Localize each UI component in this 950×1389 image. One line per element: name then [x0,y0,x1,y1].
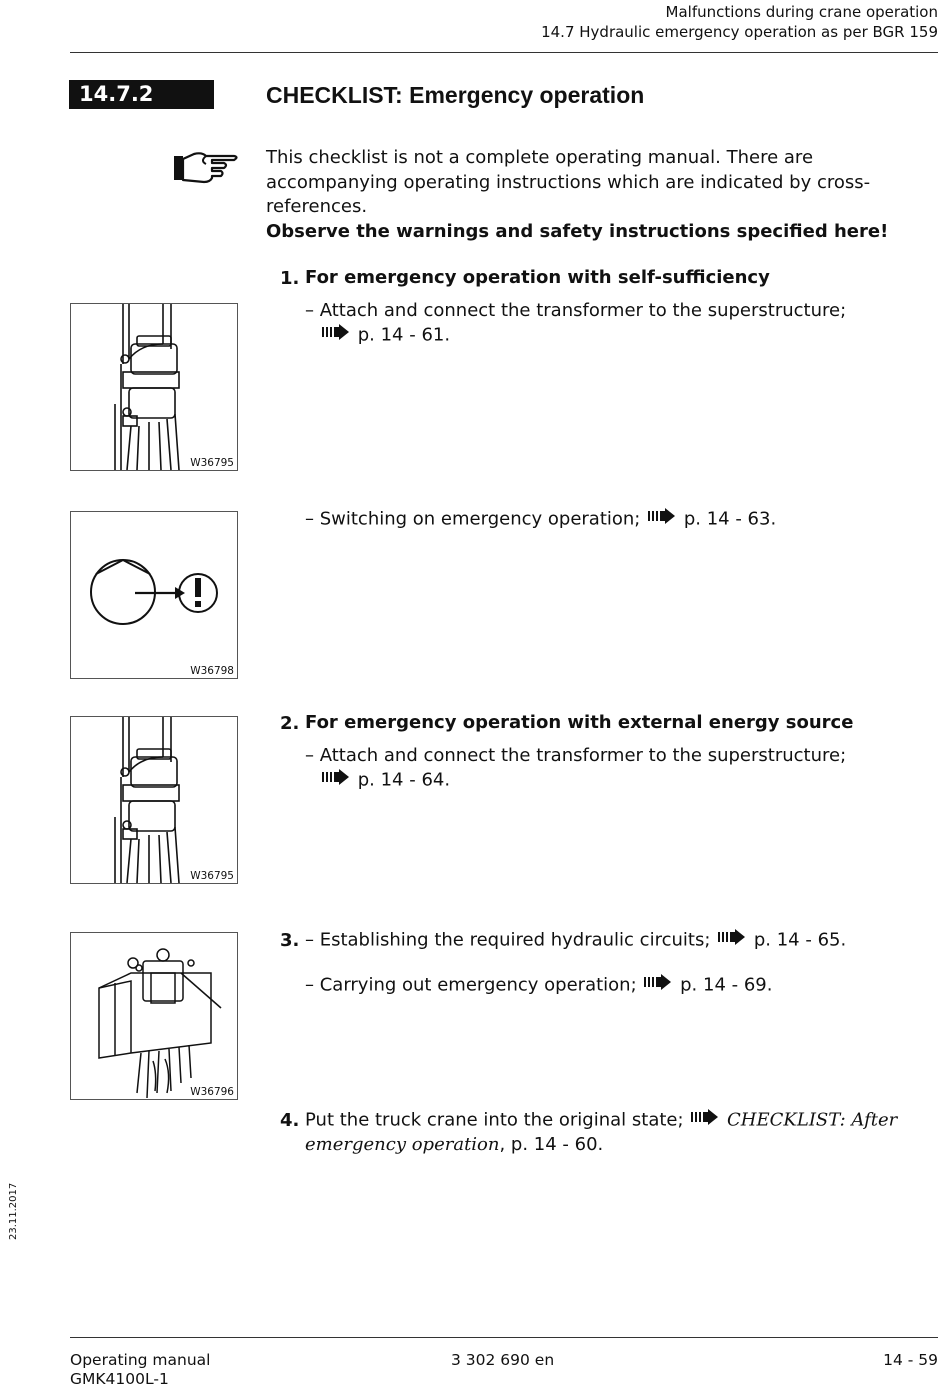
step-4-text: Put the truck crane into the original state; [305,1109,684,1131]
figure-transformer-1 [70,303,238,471]
step-2a-ref[interactable]: p. 14 - 64. [357,769,451,791]
footer-page-number: 14 - 59 [883,1351,938,1369]
step-4-line [305,1108,925,1157]
step-1-number: 1. [280,268,300,289]
intro-text: This checklist is not a complete operating manual. There are accompanying operating instructions which are indicated by cross-references. [266,147,871,217]
step-3b-line [305,973,772,998]
step-3a-line [305,928,846,953]
step-4-number: 4. [280,1110,300,1131]
figure-code: W36795 [190,457,234,469]
step-1a-ref-line [320,323,450,348]
cross-reference-arrow-icon [322,323,350,348]
step-3-number: 3. [280,930,300,951]
figure-transformer-2 [70,716,238,884]
figure-code: W36796 [190,1086,234,1098]
figure-code: W36798 [190,665,234,677]
footer-doc-number: 3 302 690 en [451,1351,555,1369]
transformer-illustration [71,717,237,883]
step-2-number: 2. [280,713,300,734]
cross-reference-arrow-icon [644,973,672,998]
header-chapter: Malfunctions during crane operation [665,3,938,21]
step-1b-ref[interactable]: p. 14 - 63. [683,508,777,530]
section-number: 14.7.2 [69,80,214,109]
figure-emergency-switch [70,511,238,679]
intro-warning: Observe the warnings and safety instructions specified here! [266,220,889,242]
cross-reference-arrow-icon [322,768,350,793]
step-1a-text: – Attach and connect the transformer to the superstructure; [305,300,847,321]
step-1a-ref[interactable]: p. 14 - 61. [357,324,451,346]
footer-manual: Operating manual [70,1351,211,1369]
print-date: 23.11.2017 [8,1182,19,1240]
section-title: CHECKLIST: Emergency operation [266,82,645,108]
step-2a-ref-line [320,768,450,793]
pointing-hand-icon [172,150,240,190]
step-1b-line [305,507,776,532]
cross-reference-arrow-icon [648,507,676,532]
step-1b-text: – Switching on emergency operation; [305,508,641,530]
cross-reference-arrow-icon [691,1108,719,1133]
footer-rule [70,1337,938,1338]
transformer-illustration [71,304,237,470]
step-4-ref-title[interactable]: CHECKLIST: After emergency operation [305,1109,898,1155]
figure-code: W36795 [190,870,234,882]
step-2-heading: For emergency operation with external energy source [305,712,854,733]
header-rule [70,52,938,53]
valve-block-illustration [71,933,237,1099]
cross-reference-arrow-icon [718,928,746,953]
step-4-ref[interactable]: , p. 14 - 60. [499,1133,604,1155]
footer-model: GMK4100L-1 [70,1370,169,1388]
step-2a-text: – Attach and connect the transformer to the superstructure; [305,745,847,766]
step-3b-text: – Carrying out emergency operation; [305,974,637,996]
step-3a-text: – Establishing the required hydraulic circuits; [305,929,711,951]
figure-hydraulic-valves [70,932,238,1100]
step-3b-ref[interactable]: p. 14 - 69. [680,974,773,996]
header-section: 14.7 Hydraulic emergency operation as per BGR 159 [541,23,938,41]
step-1-heading: For emergency operation with self-sufficiency [305,267,770,288]
step-3a-ref[interactable]: p. 14 - 65. [753,929,847,951]
intro-paragraph [266,146,946,244]
